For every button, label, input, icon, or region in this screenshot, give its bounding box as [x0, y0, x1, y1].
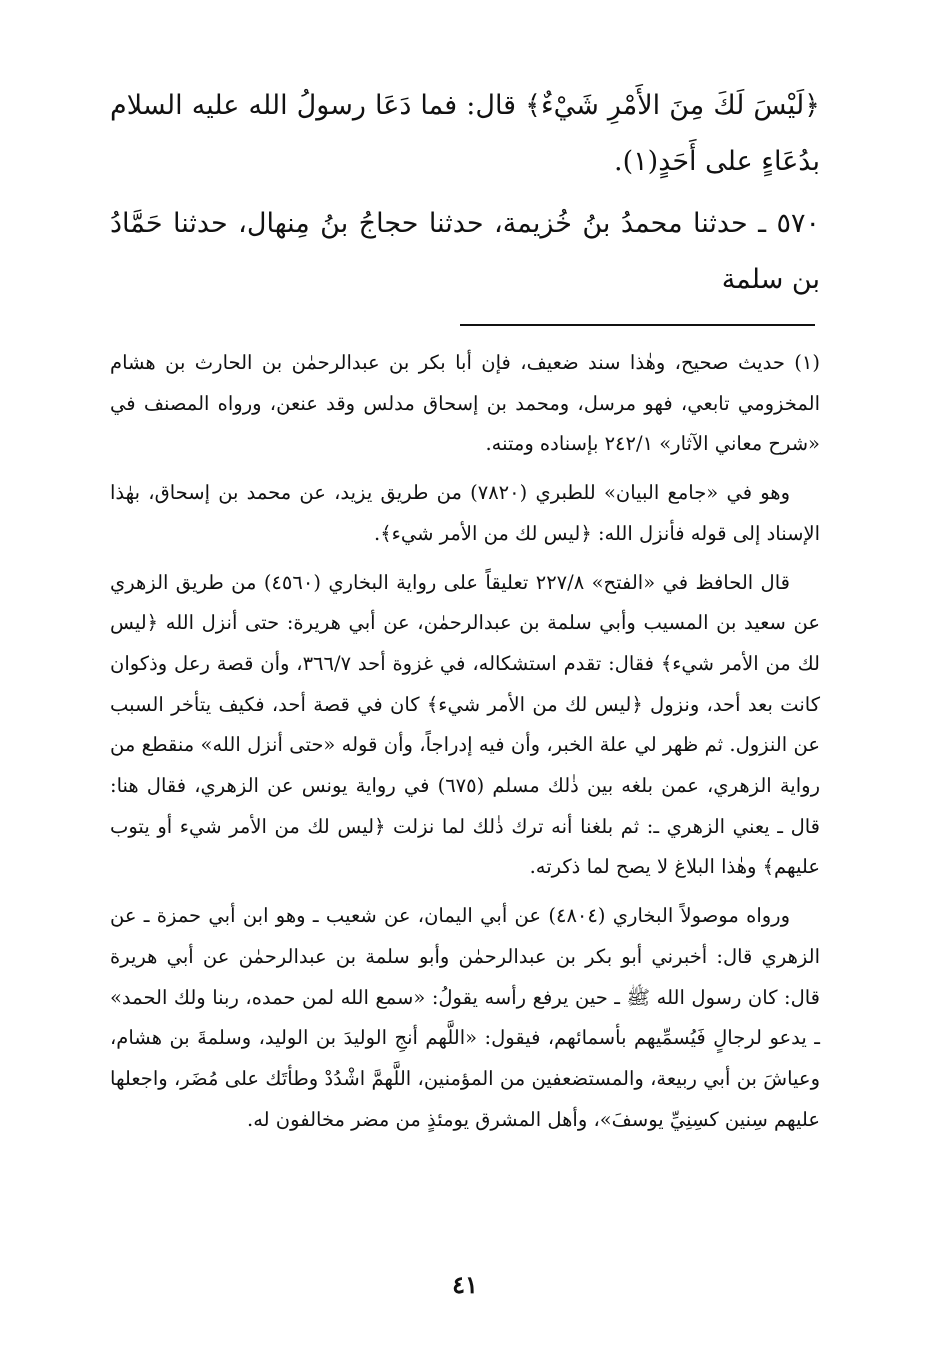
- footnote-separator: [460, 324, 815, 326]
- footnote-1: (١) حديث صحيح، وهٰذا سند ضعيف، فإن أبا بكر بن عبدالرحمٰن بن الحارث بن هشام المخزومي تابعي، فهو مرسل، ومحمد بن إسحاق مدلس وقد عنعن، ورواه المصنف في «شرح معاني الآثار» ٢٤٢/١ بإسناده ومتنه.: [110, 351, 820, 456]
- main-paragraph-hadith-570: ٥٧٠ ـ حدثنا محمدُ بنُ خُزيمة، حدثنا حجاجُ بنُ مِنهال، حدثنا حَمَّادُ بن سلمة: [110, 208, 820, 295]
- footnotes-section: [110, 343, 820, 1148]
- footnote-paragraph-fath: قال الحافظ في «الفتح» ٢٢٧/٨ تعليقاً على رواية البخاري (٤٥٦٠) من طريق الزهري عن سعيد بن المسيب وأبي سلمة بن عبدالرحمٰن، عن أبي هريرة: حتى أنزل الله ﴿ليس لك من الأمر شيء﴾ فقال: تقدم استشكاله، في غزوة أحد ٣٦٦/٧، وأن قصة رعل وذكوان كانت بعد أحد، ونزول ﴿ليس لك من الأمر شيء﴾ كان في قصة أحد، فكيف يتأخر السبب عن النزول. ثم ظهر لي علة الخبر، وأن فيه إدراجاً، وأن قوله «حتى أنزل الله» منقطع من رواية الزهري، عمن بلغه بين ذٰلك مسلم (٦٧٥) في رواية يونس عن الزهري، فقال هنا: قال ـ يعني الزهري ـ: ثم بلغنا أنه ترك ذٰلك لما نزلت ﴿ليس لك من الأمر شيء أو يتوب عليهم﴾ وهٰذا البلاغ لا يصح لما ذكرته.: [110, 570, 820, 879]
- main-paragraph-quran-verse: ﴿لَيْسَ لَكَ مِنَ الأَمْرِ شَيْءٌ﴾ قال: فما دَعَا رسولُ الله عليه السلام بدُعَاءٍ على أَحَدٍ(١).: [110, 90, 820, 177]
- footnote-paragraph-bukhari: ورواه موصولاً البخاري (٤٨٠٤) عن أبي اليمان، عن شعيب ـ وهو ابن أبي حمزة ـ عن الزهري قال: أخبرني أبو بكر بن عبدالرحمٰن وأبو سلمة بن عبدالرحمٰن عن أبي هريرة قال: كان رسول الله ﷺ ـ حين يرفع رأسه يقولُ: «سمع الله لمن حمده، ربنا ولك الحمد» ـ يدعو لرجالٍ فَيُسمِّيهم بأسمائهم، فيقول: «اللَّهم أنجِ الوليدَ بن الوليد، وسلمةَ بن هشام، وعياشَ بن أبي ربيعة، والمستضعفين من المؤمنين، اللَّهمَّ اشْدُدْ وطأتَك على مُضَر، واجعلها عليهم سِنين كسِنِيِّ يوسفَ»، وأهل المشرق يومئذٍ من مضر مخالفون له.: [110, 904, 820, 1131]
- footnote-paragraph-tabari: وهو في «جامع البيان» للطبري (٧٨٢٠) من طريق يزيد، عن محمد بن إسحاق، بهٰذا الإسناد إلى قوله فأنزل الله: ﴿ليس لك من الأمر شيء﴾.: [110, 481, 820, 545]
- page-number: ٤١: [452, 1270, 478, 1299]
